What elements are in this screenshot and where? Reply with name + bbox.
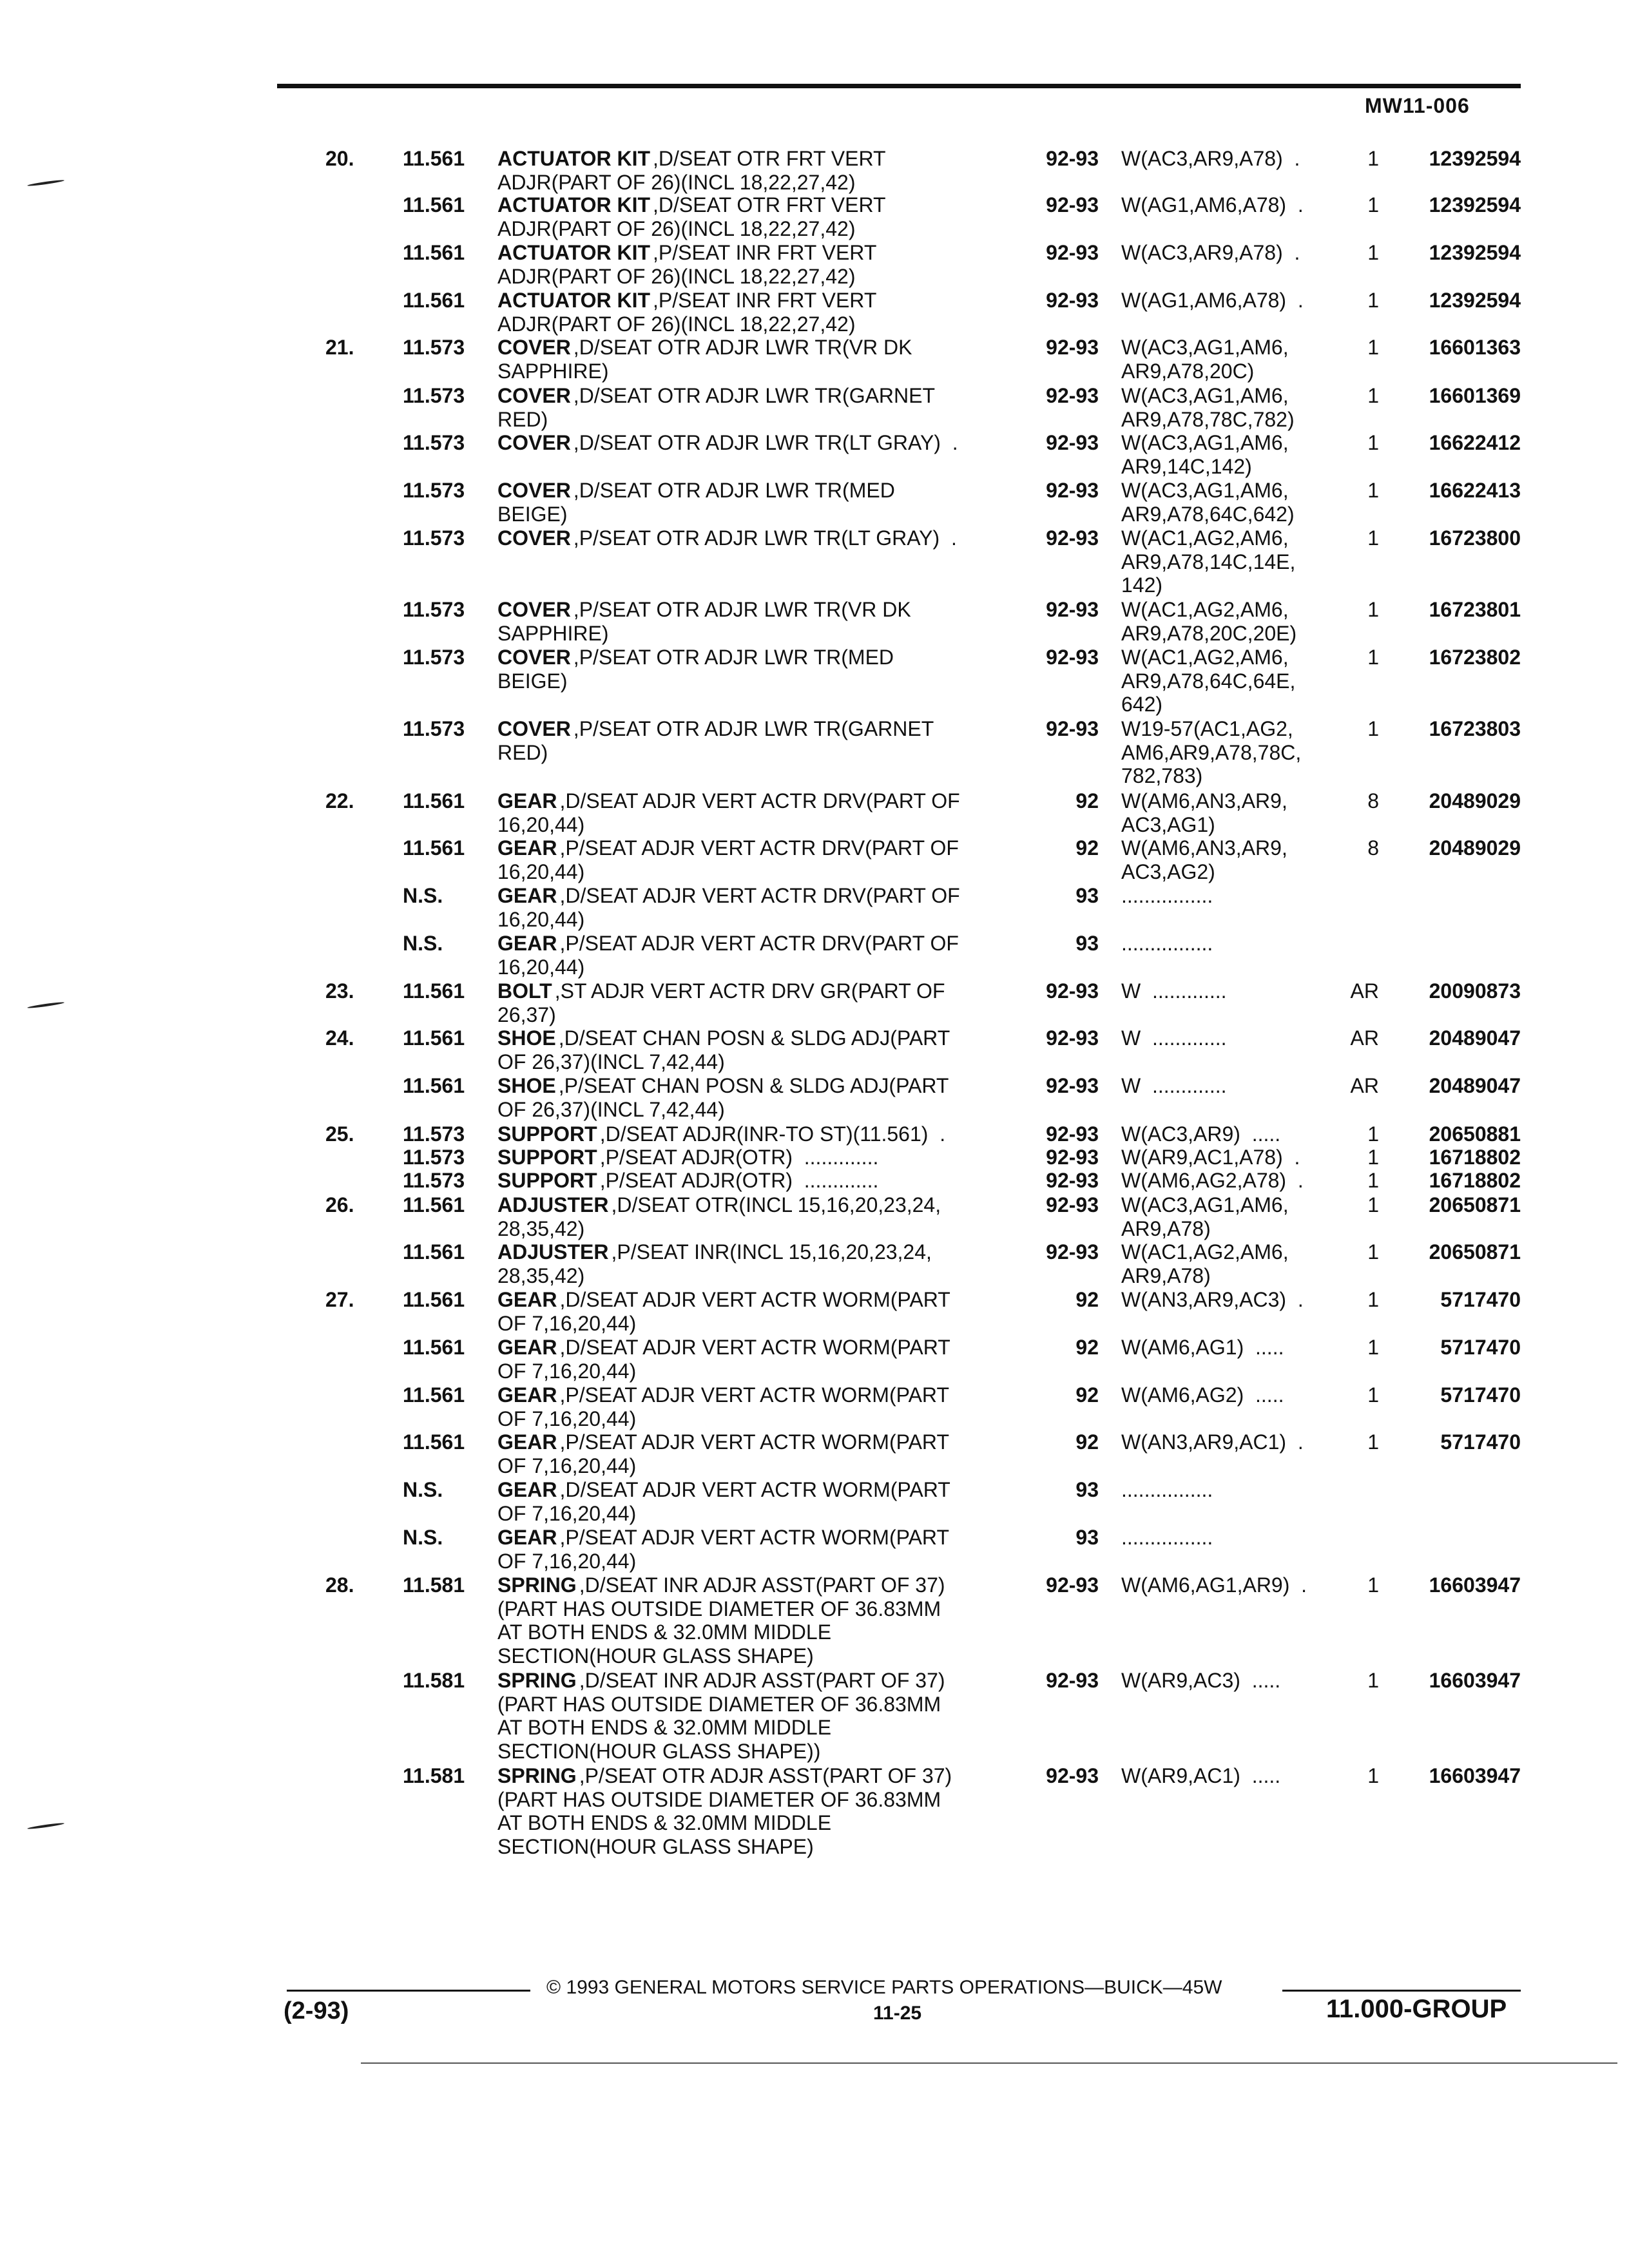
part-description: ,D/SEAT ADJR VERT ACTR WORM(PART OF 7,16,20,44) <box>497 1336 950 1383</box>
item-index: 23. <box>325 979 354 1003</box>
part-description: ,D/SEAT OTR ADJR LWR TR(VR DK SAPPHIRE) <box>497 336 912 383</box>
group-code: 11.561 <box>403 789 465 812</box>
group-code: 11.573 <box>403 717 465 740</box>
part-description: ,D/SEAT OTR ADJR LWR TR(LT GRAY) . <box>573 431 958 454</box>
quantity: 1 <box>1367 1764 1379 1787</box>
usage-code: W ............. <box>1121 979 1227 1003</box>
usage-code: W(AC1,AG2,AM6, AR9,A78,20C,20E) <box>1121 598 1297 645</box>
item-index: 27. <box>325 1288 354 1311</box>
usage-code: ................ <box>1121 932 1213 955</box>
part-name: GEAR <box>497 1288 557 1311</box>
quantity: 1 <box>1367 1669 1379 1692</box>
group-code: N.S. <box>403 884 443 907</box>
part-description: ,P/SEAT OTR ADJR LWR TR(MED BEIGE) <box>497 646 894 693</box>
model-year: 92-93 <box>1046 241 1099 264</box>
description-line: ,D/SEAT OTR ADJR LWR TR(MED <box>573 479 895 502</box>
usage-code: ................ <box>1121 1478 1213 1501</box>
group-code: 11.561 <box>403 193 465 216</box>
part-description: ,P/SEAT ADJR(OTR) ............. <box>599 1146 879 1169</box>
usage-code: W(AM6,AN3,AR9, AC3,AG2) <box>1121 836 1287 883</box>
description-line: ,P/SEAT ADJR VERT ACTR DRV(PART OF <box>559 932 959 955</box>
quantity: 1 <box>1367 1573 1379 1597</box>
model-year: 92-93 <box>1046 1573 1099 1597</box>
quantity: 1 <box>1367 241 1379 264</box>
part-number: 16723800 <box>1429 526 1521 550</box>
part-name: GEAR <box>497 884 557 907</box>
usage-code: W(AC1,AG2,AM6, AR9,A78,64C,64E, 642) <box>1121 646 1296 716</box>
quantity: 1 <box>1367 431 1379 454</box>
group-code: 11.561 <box>403 1240 465 1264</box>
group-code: 11.581 <box>403 1573 465 1597</box>
part-description: ,P/SEAT ADJR VERT ACTR WORM(PART OF 7,16,20,44) <box>497 1526 949 1573</box>
usage-code: W(AR9,AC3) ..... <box>1121 1669 1281 1692</box>
part-name: SPRING <box>497 1764 577 1787</box>
quantity: 8 <box>1367 789 1379 812</box>
usage-code: ................ <box>1121 884 1213 907</box>
part-name: ACTUATOR KIT <box>497 147 651 170</box>
footer-rule-right <box>1282 1990 1521 1992</box>
usage-code: W(AG1,AM6,A78) . <box>1121 289 1304 312</box>
part-description: ,D/SEAT ADJR VERT ACTR WORM(PART OF 7,16,20,44) <box>497 1288 950 1335</box>
model-year: 92-93 <box>1046 1122 1099 1146</box>
part-name: SUPPORT <box>497 1169 597 1192</box>
bottom-rule <box>361 2062 1617 2064</box>
part-description: ,D/SEAT OTR FRT VERT ADJR(PART OF 26)(INCL 18,22,27,42) <box>497 193 886 240</box>
footer-copyright: © 1993 GENERAL MOTORS SERVICE PARTS OPERATIONS—BUICK—45W <box>546 1977 1222 1998</box>
model-year: 92-93 <box>1046 1764 1099 1787</box>
description-line: ,P/SEAT OTR ADJR ASST(PART OF 37) <box>579 1764 952 1787</box>
model-year: 92-93 <box>1046 336 1099 359</box>
part-number: 12392594 <box>1429 289 1521 312</box>
description-line: ,P/SEAT OTR ADJR LWR TR(VR DK <box>573 598 911 621</box>
part-description: ,D/SEAT ADJR(INR-TO ST)(11.561) . <box>599 1122 946 1146</box>
description-line: ,P/SEAT OTR ADJR LWR TR(GARNET <box>573 717 934 740</box>
description-line: ,P/SEAT OTR ADJR LWR TR(MED <box>573 646 894 669</box>
model-year: 92-93 <box>1046 717 1099 740</box>
footer-revision: (2-93) <box>284 1997 349 2024</box>
quantity: 1 <box>1367 1169 1379 1192</box>
usage-code: W(AC3,AG1,AM6, AR9,A78,78C,782) <box>1121 384 1295 431</box>
usage-code: W(AN3,AR9,AC3) . <box>1121 1288 1304 1311</box>
group-code: 11.561 <box>403 289 465 312</box>
part-description: ,D/SEAT OTR ADJR LWR TR(GARNET RED) <box>497 384 936 431</box>
part-description: ,D/SEAT CHAN POSN & SLDG ADJ(PART OF 26,37)(INCL 7,42,44) <box>497 1026 950 1073</box>
usage-code: W19-57(AC1,AG2, AM6,AR9,A78,78C, 782,783) <box>1121 717 1302 787</box>
group-code: 11.573 <box>403 1122 465 1146</box>
quantity: 1 <box>1367 1430 1379 1454</box>
part-name: COVER <box>497 336 571 359</box>
usage-code: W(AM6,AG2,A78) . <box>1121 1169 1304 1192</box>
description-line: ,P/SEAT ADJR VERT ACTR WORM(PART <box>559 1430 949 1454</box>
part-number: 16603947 <box>1429 1764 1521 1787</box>
part-number: 5717470 <box>1440 1336 1521 1359</box>
usage-code: W(AN3,AR9,AC1) . <box>1121 1430 1304 1454</box>
quantity: 1 <box>1367 193 1379 216</box>
item-index: 28. <box>325 1573 354 1597</box>
usage-code: W(AC3,AG1,AM6, AR9,14C,142) <box>1121 431 1289 478</box>
quantity: 1 <box>1367 147 1379 170</box>
model-year: 92-93 <box>1046 598 1099 621</box>
part-description: ,P/SEAT OTR ADJR ASST(PART OF 37) (PART HAS OUTSIDE DIAMETER OF 36.83MM AT BOTH ENDS & 32.0MM MIDDLE SECTION(HOUR GLASS SHAPE) <box>497 1764 952 1858</box>
model-year: 92-93 <box>1046 646 1099 669</box>
item-index: 25. <box>325 1122 354 1146</box>
quantity: 1 <box>1367 646 1379 669</box>
group-code: 11.561 <box>403 147 465 170</box>
part-name: ADJUSTER <box>497 1193 609 1216</box>
part-name: ACTUATOR KIT <box>497 193 651 216</box>
description-line: ,D/SEAT OTR ADJR LWR TR(GARNET <box>573 384 936 407</box>
part-name: GEAR <box>497 789 557 812</box>
group-code: 11.581 <box>403 1669 465 1692</box>
quantity: 1 <box>1367 717 1379 740</box>
part-name: ADJUSTER <box>497 1240 609 1264</box>
quantity: 1 <box>1367 1383 1379 1407</box>
part-description: ,P/SEAT INR FRT VERT ADJR(PART OF 26)(INCL 18,22,27,42) <box>497 289 877 336</box>
description-line: ,D/SEAT OTR FRT VERT <box>653 147 886 170</box>
usage-code: W(AC1,AG2,AM6, AR9,A78) <box>1121 1240 1289 1287</box>
description-line: ,D/SEAT INR ADJR ASST(PART OF 37) <box>579 1669 945 1692</box>
model-year: 92-93 <box>1046 526 1099 550</box>
group-code: 11.561 <box>403 241 465 264</box>
usage-code: W(AC3,AR9) ..... <box>1121 1122 1281 1146</box>
part-description: ,D/SEAT ADJR VERT ACTR DRV(PART OF 16,20,44) <box>497 884 960 931</box>
part-number: 16603947 <box>1429 1669 1521 1692</box>
group-code: 11.561 <box>403 1336 465 1359</box>
model-year: 92-93 <box>1046 1169 1099 1192</box>
part-number: 12392594 <box>1429 147 1521 170</box>
usage-code: W(AC3,AR9,A78) . <box>1121 147 1300 170</box>
description-line: ,D/SEAT OTR FRT VERT <box>653 193 886 216</box>
part-description: ,P/SEAT INR FRT VERT ADJR(PART OF 26)(INCL 18,22,27,42) <box>497 241 877 288</box>
usage-code: W(AC3,AG1,AM6, AR9,A78,64C,642) <box>1121 479 1295 526</box>
model-year: 92-93 <box>1046 1193 1099 1216</box>
part-description: ,P/SEAT INR(INCL 15,16,20,23,24, 28,35,42) <box>497 1240 932 1287</box>
part-name: GEAR <box>497 836 557 860</box>
part-name: SHOE <box>497 1026 556 1050</box>
part-name: GEAR <box>497 1526 557 1549</box>
description-line: ,D/SEAT ADJR VERT ACTR DRV(PART OF <box>559 884 960 907</box>
model-year: 92 <box>1075 1430 1099 1454</box>
description-line: ,P/SEAT ADJR VERT ACTR WORM(PART <box>559 1526 949 1549</box>
part-description: ,P/SEAT ADJR(OTR) ............. <box>599 1169 879 1192</box>
description-line: ,D/SEAT ADJR VERT ACTR WORM(PART <box>559 1288 950 1311</box>
model-year: 92-93 <box>1046 431 1099 454</box>
description-line: ,P/SEAT ADJR VERT ACTR DRV(PART OF <box>559 836 959 860</box>
item-index: 20. <box>325 147 354 170</box>
description-line: ,D/SEAT OTR(INCL 15,16,20,23,24, <box>611 1193 941 1216</box>
part-number: 16723801 <box>1429 598 1521 621</box>
part-description: ,P/SEAT OTR ADJR LWR TR(VR DK SAPPHIRE) <box>497 598 911 645</box>
item-index: 22. <box>325 789 354 812</box>
part-name: SPRING <box>497 1669 577 1692</box>
model-year: 92-93 <box>1046 979 1099 1003</box>
model-year: 92-93 <box>1046 384 1099 407</box>
part-name: SHOE <box>497 1074 556 1097</box>
quantity: 1 <box>1367 1288 1379 1311</box>
part-number: 20090873 <box>1429 979 1521 1003</box>
part-description: ,P/SEAT CHAN POSN & SLDG ADJ(PART OF 26,37)(INCL 7,42,44) <box>497 1074 949 1121</box>
model-year: 92 <box>1075 1288 1099 1311</box>
description-line: ,P/SEAT CHAN POSN & SLDG ADJ(PART <box>558 1074 949 1097</box>
part-description: ,ST ADJR VERT ACTR DRV GR(PART OF 26,37) <box>497 979 945 1026</box>
usage-code: ................ <box>1121 1526 1213 1549</box>
part-name: COVER <box>497 717 571 740</box>
part-name: ACTUATOR KIT <box>497 289 651 312</box>
item-index: 26. <box>325 1193 354 1216</box>
part-description: ,P/SEAT ADJR VERT ACTR DRV(PART OF 16,20,44) <box>497 836 959 883</box>
part-name: GEAR <box>497 932 557 955</box>
model-year: 92-93 <box>1046 147 1099 170</box>
item-index: 21. <box>325 336 354 359</box>
quantity: AR <box>1350 1074 1379 1097</box>
part-number: 5717470 <box>1440 1288 1521 1311</box>
quantity: 1 <box>1367 1240 1379 1264</box>
item-index: 24. <box>325 1026 354 1050</box>
part-name: COVER <box>497 431 571 454</box>
part-name: COVER <box>497 646 571 669</box>
group-code: 11.573 <box>403 479 465 502</box>
group-code: 11.573 <box>403 526 465 550</box>
quantity: AR <box>1350 979 1379 1003</box>
footer-rule-left <box>287 1990 530 1992</box>
model-year: 92-93 <box>1046 1146 1099 1169</box>
part-number: 16718802 <box>1429 1146 1521 1169</box>
group-code: 11.573 <box>403 431 465 454</box>
group-code: 11.573 <box>403 336 465 359</box>
model-year: 93 <box>1075 1478 1099 1501</box>
part-number: 16622413 <box>1429 479 1521 502</box>
model-year: 92-93 <box>1046 1074 1099 1097</box>
quantity: AR <box>1350 1026 1379 1050</box>
part-name: COVER <box>497 598 571 621</box>
quantity: 1 <box>1367 1146 1379 1169</box>
group-code: 11.573 <box>403 1146 465 1169</box>
part-description: ,D/SEAT OTR FRT VERT ADJR(PART OF 26)(INCL 18,22,27,42) <box>497 147 886 194</box>
model-year: 92-93 <box>1046 1240 1099 1264</box>
description-line: ,D/SEAT ADJR VERT ACTR DRV(PART OF <box>559 789 960 812</box>
usage-code: W(AR9,AC1,A78) . <box>1121 1146 1300 1169</box>
group-code: 11.561 <box>403 979 465 1003</box>
quantity: 1 <box>1367 384 1379 407</box>
quantity: 1 <box>1367 1122 1379 1146</box>
group-code: N.S. <box>403 1526 443 1549</box>
part-description: ,D/SEAT ADJR VERT ACTR WORM(PART OF 7,16,20,44) <box>497 1478 950 1525</box>
group-code: 11.561 <box>403 1074 465 1097</box>
description-line: ,D/SEAT CHAN POSN & SLDG ADJ(PART <box>558 1026 950 1050</box>
group-code: 11.573 <box>403 598 465 621</box>
description-line: ,D/SEAT OTR ADJR LWR TR(VR DK <box>573 336 912 359</box>
part-name: BOLT <box>497 979 552 1003</box>
description-line: ,ST ADJR VERT ACTR DRV GR(PART OF <box>554 979 945 1003</box>
group-code: 11.561 <box>403 1430 465 1454</box>
part-description: ,D/SEAT ADJR VERT ACTR DRV(PART OF 16,20,44) <box>497 789 960 836</box>
model-year: 92-93 <box>1046 479 1099 502</box>
model-year: 93 <box>1075 1526 1099 1549</box>
part-number: 12392594 <box>1429 241 1521 264</box>
part-name: GEAR <box>497 1430 557 1454</box>
part-name: SUPPORT <box>497 1146 597 1169</box>
quantity: 1 <box>1367 1336 1379 1359</box>
usage-code: W(AC3,AG1,AM6, AR9,A78,20C) <box>1121 336 1289 383</box>
group-code: 11.573 <box>403 646 465 669</box>
model-year: 92-93 <box>1046 1669 1099 1692</box>
quantity: 1 <box>1367 1193 1379 1216</box>
usage-code: W(AM6,AG1) ..... <box>1121 1336 1284 1359</box>
description-line: ,P/SEAT INR FRT VERT <box>653 289 877 312</box>
part-description: ,P/SEAT ADJR VERT ACTR DRV(PART OF 16,20,44) <box>497 932 959 979</box>
usage-code: W ............. <box>1121 1026 1227 1050</box>
part-number: 20489047 <box>1429 1074 1521 1097</box>
part-number: 5717470 <box>1440 1383 1521 1407</box>
description-line: ,P/SEAT ADJR VERT ACTR WORM(PART <box>559 1383 949 1407</box>
group-code: 11.573 <box>403 1169 465 1192</box>
part-description: ,D/SEAT OTR(INCL 15,16,20,23,24, 28,35,42) <box>497 1193 941 1240</box>
group-code: 11.561 <box>403 1193 465 1216</box>
part-name: COVER <box>497 384 571 407</box>
part-description: ,D/SEAT OTR ADJR LWR TR(MED BEIGE) <box>497 479 895 526</box>
model-year: 93 <box>1075 884 1099 907</box>
usage-code: W(AR9,AC1) ..... <box>1121 1764 1281 1787</box>
footer-group: 11.000-GROUP <box>1326 1995 1507 2023</box>
part-description: ,P/SEAT ADJR VERT ACTR WORM(PART OF 7,16,20,44) <box>497 1383 949 1430</box>
group-code: 11.581 <box>403 1764 465 1787</box>
quantity: 1 <box>1367 526 1379 550</box>
usage-code: W(AC3,AR9,A78) . <box>1121 241 1300 264</box>
part-number: 5717470 <box>1440 1430 1521 1454</box>
model-year: 93 <box>1075 932 1099 955</box>
part-number: 20650871 <box>1429 1193 1521 1216</box>
usage-code: W(AM6,AN3,AR9, AC3,AG1) <box>1121 789 1287 836</box>
part-name: ACTUATOR KIT <box>497 241 651 264</box>
part-number: 16622412 <box>1429 431 1521 454</box>
part-number: 16601363 <box>1429 336 1521 359</box>
part-name: COVER <box>497 526 571 550</box>
part-name: GEAR <box>497 1478 557 1501</box>
model-year: 92-93 <box>1046 193 1099 216</box>
description-line: ,P/SEAT INR(INCL 15,16,20,23,24, <box>611 1240 932 1264</box>
group-code: 11.561 <box>403 1288 465 1311</box>
part-description: ,P/SEAT OTR ADJR LWR TR(LT GRAY) . <box>573 526 957 550</box>
usage-code: W(AG1,AM6,A78) . <box>1121 193 1304 216</box>
part-number: 16723803 <box>1429 717 1521 740</box>
quantity: 1 <box>1367 479 1379 502</box>
page-id: MW11-006 <box>1365 94 1470 117</box>
group-code: 11.573 <box>403 384 465 407</box>
model-year: 92 <box>1075 1336 1099 1359</box>
part-name: SUPPORT <box>497 1122 597 1146</box>
part-number: 20650881 <box>1429 1122 1521 1146</box>
usage-code: W(AM6,AG2) ..... <box>1121 1383 1284 1407</box>
quantity: 1 <box>1367 289 1379 312</box>
quantity: 8 <box>1367 836 1379 860</box>
group-code: 11.561 <box>403 1026 465 1050</box>
group-code: 11.561 <box>403 1383 465 1407</box>
part-description: ,D/SEAT INR ADJR ASST(PART OF 37) (PART HAS OUTSIDE DIAMETER OF 36.83MM AT BOTH ENDS & 32.0MM MIDDLE SECTION(HOUR GLASS SHAPE)) <box>497 1669 945 1763</box>
usage-code: W(AC1,AG2,AM6, AR9,A78,14C,14E, 142) <box>1121 526 1296 597</box>
model-year: 92-93 <box>1046 1026 1099 1050</box>
part-number: 20650871 <box>1429 1240 1521 1264</box>
description-line: ,P/SEAT INR FRT VERT <box>653 241 877 264</box>
usage-code: W(AM6,AG1,AR9) . <box>1121 1573 1307 1597</box>
group-code: N.S. <box>403 1478 443 1501</box>
description-line: ,D/SEAT ADJR VERT ACTR WORM(PART <box>559 1478 950 1501</box>
part-number: 16718802 <box>1429 1169 1521 1192</box>
part-name: GEAR <box>497 1336 557 1359</box>
part-number: 16723802 <box>1429 646 1521 669</box>
description-line: ,D/SEAT ADJR VERT ACTR WORM(PART <box>559 1336 950 1359</box>
group-code: N.S. <box>403 932 443 955</box>
model-year: 92 <box>1075 836 1099 860</box>
model-year: 92-93 <box>1046 289 1099 312</box>
model-year: 92 <box>1075 1383 1099 1407</box>
part-name: COVER <box>497 479 571 502</box>
part-number: 16603947 <box>1429 1573 1521 1597</box>
part-name: SPRING <box>497 1573 577 1597</box>
part-number: 20489029 <box>1429 836 1521 860</box>
quantity: 1 <box>1367 336 1379 359</box>
part-description: ,P/SEAT OTR ADJR LWR TR(GARNET RED) <box>497 717 934 764</box>
part-description: ,D/SEAT INR ADJR ASST(PART OF 37) (PART HAS OUTSIDE DIAMETER OF 36.83MM AT BOTH ENDS & 32.0MM MIDDLE SECTION(HOUR GLASS SHAPE) <box>497 1573 945 1667</box>
part-number: 16601369 <box>1429 384 1521 407</box>
part-number: 12392594 <box>1429 193 1521 216</box>
quantity: 1 <box>1367 598 1379 621</box>
model-year: 92 <box>1075 789 1099 812</box>
part-number: 20489047 <box>1429 1026 1521 1050</box>
footer-page-number: 11-25 <box>873 2003 922 2024</box>
part-description: ,P/SEAT ADJR VERT ACTR WORM(PART OF 7,16,20,44) <box>497 1430 949 1477</box>
part-name: GEAR <box>497 1383 557 1407</box>
part-number: 20489029 <box>1429 789 1521 812</box>
group-code: 11.561 <box>403 836 465 860</box>
usage-code: W ............. <box>1121 1074 1227 1097</box>
description-line: ,D/SEAT INR ADJR ASST(PART OF 37) <box>579 1573 945 1597</box>
usage-code: W(AC3,AG1,AM6, AR9,A78) <box>1121 1193 1289 1240</box>
